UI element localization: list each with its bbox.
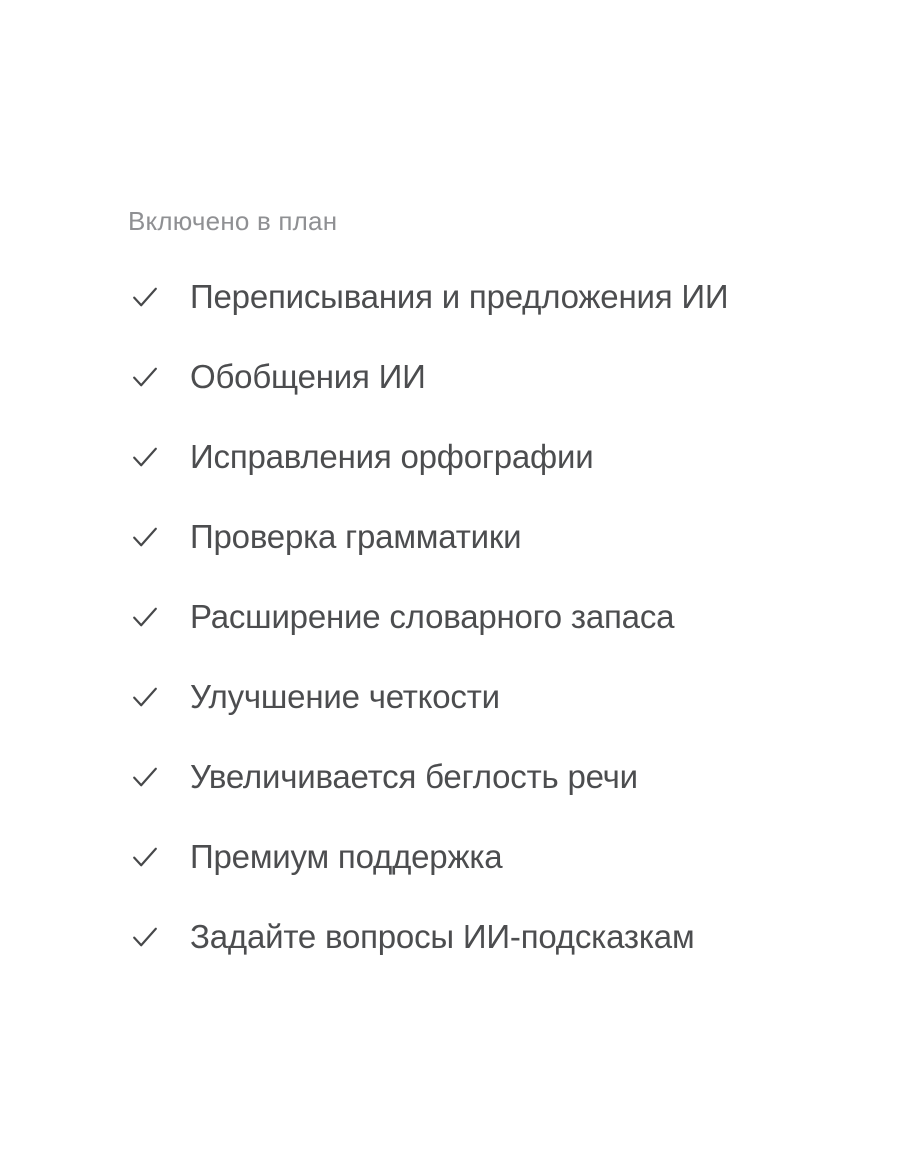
plan-section-title: Включено в план [128,206,338,236]
feature-label: Улучшение четкости [190,678,500,715]
list-item [128,497,848,577]
list-item [128,657,848,737]
included-in-plan-section [128,205,848,977]
list-item [128,577,848,657]
checkmark-icon [128,922,162,952]
feature-label: Расширение словарного запаса [190,598,675,635]
list-item [128,417,848,497]
feature-label: Задайте вопросы ИИ-подсказкам [190,918,695,955]
list-item [128,337,848,417]
checkmark-icon [128,362,162,392]
list-item [128,817,848,897]
list-item [128,737,848,817]
checkmark-icon [128,602,162,632]
feature-label: Переписывания и предложения ИИ [190,278,729,315]
checkmark-icon [128,682,162,712]
feature-label: Проверка грамматики [190,518,522,555]
list-item [128,257,848,337]
feature-label: Обобщения ИИ [190,358,426,395]
feature-label: Премиум поддержка [190,838,503,875]
checkmark-icon [128,762,162,792]
feature-label: Исправления орфографии [190,438,594,475]
checkmark-icon [128,442,162,472]
checkmark-icon [128,522,162,552]
feature-label: Увеличивается беглость речи [190,758,638,795]
checkmark-icon [128,842,162,872]
plan-feature-list [128,257,848,977]
list-item [128,897,848,977]
checkmark-icon [128,282,162,312]
